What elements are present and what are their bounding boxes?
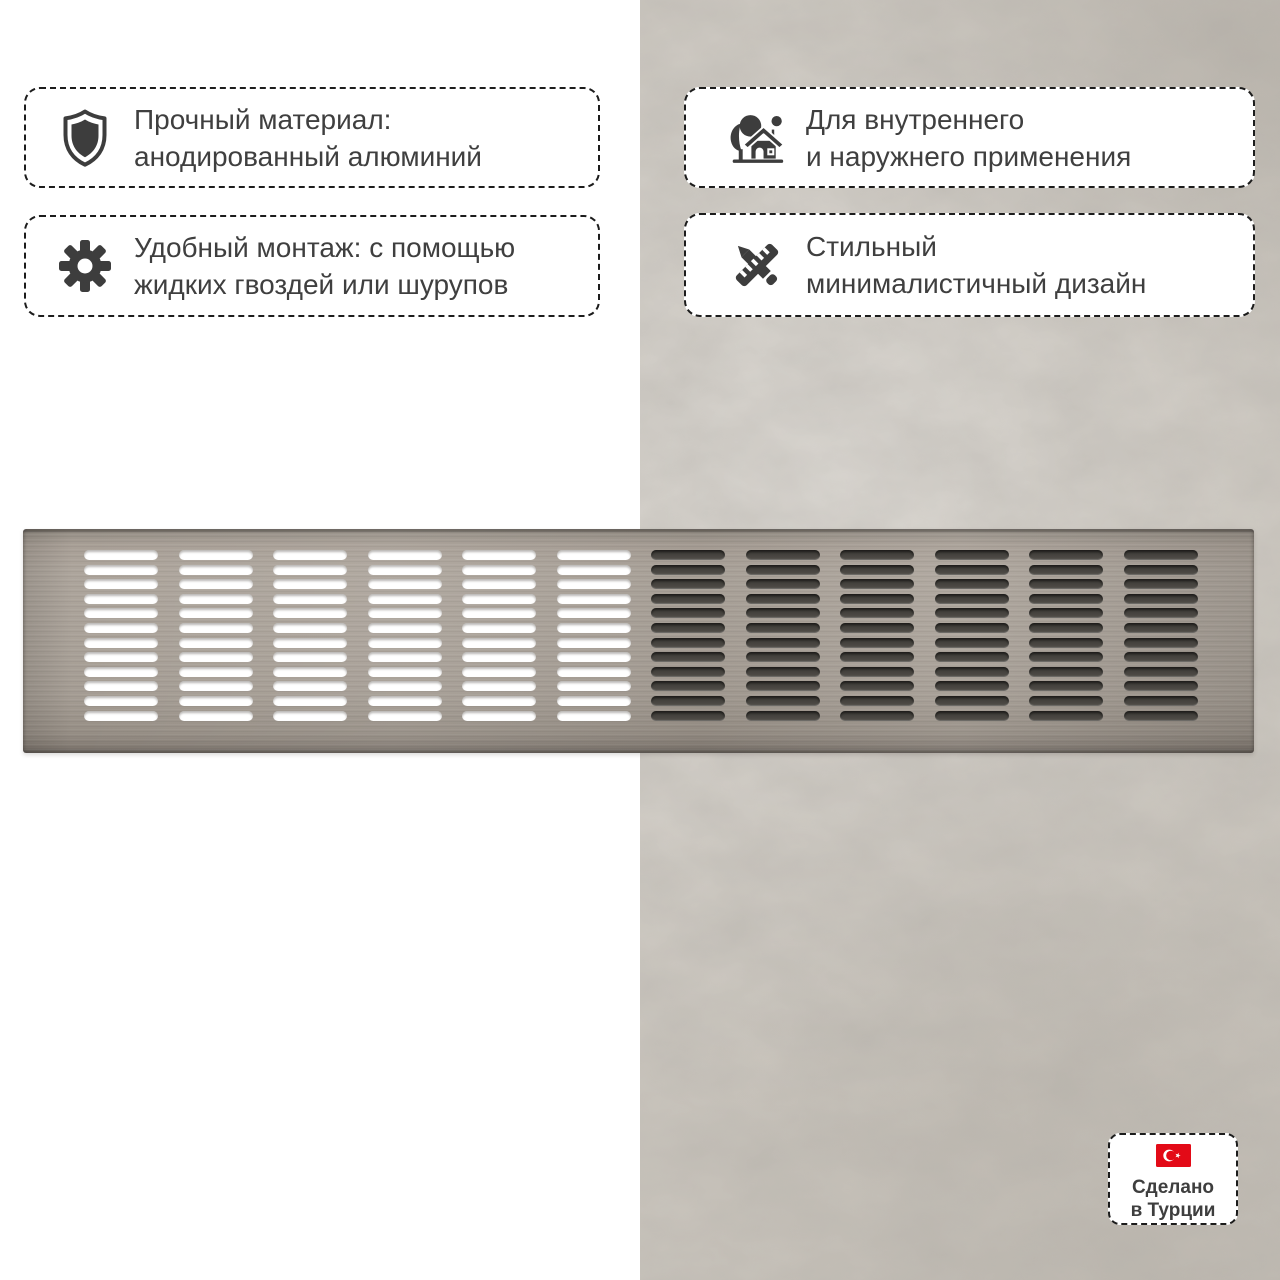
vent-slot <box>1124 565 1198 575</box>
vent-slot <box>368 681 442 691</box>
vent-slot <box>651 623 725 633</box>
vent-slot <box>84 681 158 691</box>
vent-slot <box>462 681 536 691</box>
vent-slot <box>840 696 914 706</box>
vent-slot <box>651 711 725 721</box>
vent-slot <box>935 638 1009 648</box>
vent-slot <box>462 696 536 706</box>
vent-slot <box>273 681 347 691</box>
vent-slot <box>557 594 631 604</box>
vent-slot <box>840 565 914 575</box>
vent-slot <box>1029 681 1103 691</box>
vent-slot <box>935 681 1009 691</box>
vent-slot <box>746 608 820 618</box>
vent-slot <box>557 550 631 560</box>
vent-slot <box>935 711 1009 721</box>
vent-slot <box>1029 638 1103 648</box>
vent-slot <box>462 711 536 721</box>
feature-line: минималистичный дизайн <box>806 268 1147 299</box>
vent-slot <box>746 594 820 604</box>
vent-slot <box>746 711 820 721</box>
feature-line: Стильный <box>806 231 937 262</box>
house-outdoor-icon <box>728 109 786 167</box>
vent-slot <box>84 711 158 721</box>
badge-text <box>1131 1176 1216 1222</box>
vent-slot <box>651 652 725 662</box>
vent-slot <box>746 681 820 691</box>
vent-slot <box>273 638 347 648</box>
vent-slot <box>462 594 536 604</box>
vent-slot <box>746 623 820 633</box>
vent-slot <box>368 711 442 721</box>
vent-slot <box>179 594 253 604</box>
shield-icon <box>56 109 114 167</box>
vent-slot <box>651 550 725 560</box>
vent-slot <box>840 667 914 677</box>
vent-slot <box>179 711 253 721</box>
vent-slot <box>1124 638 1198 648</box>
vent-slot <box>935 579 1009 589</box>
vent-slot <box>840 652 914 662</box>
vent-slot <box>273 550 347 560</box>
vent-slot <box>935 594 1009 604</box>
vent-slot <box>84 594 158 604</box>
vent-slot <box>462 652 536 662</box>
vent-slot <box>1029 565 1103 575</box>
vent-slot <box>179 638 253 648</box>
feature-line: анодированный алюминий <box>134 140 482 172</box>
vent-slot <box>557 667 631 677</box>
vent-slot <box>179 623 253 633</box>
vent-slot <box>557 623 631 633</box>
vent-slot <box>557 652 631 662</box>
turkey-flag-icon <box>1156 1144 1191 1172</box>
vent-slot <box>651 696 725 706</box>
vent-slot <box>84 696 158 706</box>
vent-slot <box>368 652 442 662</box>
feature-line: Прочный материал: <box>134 103 392 135</box>
feature-easy-mounting <box>24 215 600 317</box>
vent-slot <box>368 696 442 706</box>
vent-slot <box>462 667 536 677</box>
vent-slot <box>462 638 536 648</box>
vent-slot <box>179 565 253 575</box>
vent-slot <box>935 696 1009 706</box>
feature-text <box>806 101 1131 175</box>
vent-slot <box>273 667 347 677</box>
vent-slot <box>557 608 631 618</box>
vent-slot <box>1124 652 1198 662</box>
vent-slot <box>462 550 536 560</box>
vent-slot <box>1029 550 1103 560</box>
vent-slot <box>935 652 1009 662</box>
vent-slot <box>1124 579 1198 589</box>
vent-slot <box>462 623 536 633</box>
vent-slot <box>557 565 631 575</box>
feature-minimalist-design <box>684 213 1255 317</box>
vent-slot <box>84 550 158 560</box>
vent-slot <box>179 652 253 662</box>
vent-slot <box>746 579 820 589</box>
vent-slot <box>84 623 158 633</box>
vent-slot <box>1124 681 1198 691</box>
vent-slot <box>557 579 631 589</box>
vent-slot <box>746 550 820 560</box>
vent-slot <box>1124 550 1198 560</box>
vent-slot <box>273 711 347 721</box>
vent-slot <box>368 550 442 560</box>
vent-slot <box>179 608 253 618</box>
vent-slot <box>368 579 442 589</box>
vent-slot <box>179 550 253 560</box>
vent-slot <box>651 638 725 648</box>
vent-slot <box>1124 623 1198 633</box>
vent-slot <box>1029 696 1103 706</box>
vent-slot <box>1124 667 1198 677</box>
vent-slot <box>651 681 725 691</box>
feature-line: Для внутреннего <box>806 103 1025 135</box>
vent-slot <box>368 623 442 633</box>
vent-slot <box>84 608 158 618</box>
grille-slots <box>23 529 1254 753</box>
vent-slot <box>557 681 631 691</box>
feature-text <box>806 228 1146 302</box>
vent-slot <box>651 594 725 604</box>
vent-slot <box>179 681 253 691</box>
vent-slot <box>651 608 725 618</box>
vent-slot <box>368 565 442 575</box>
feature-indoor-outdoor <box>684 87 1255 188</box>
vent-slot <box>273 594 347 604</box>
vent-slot <box>935 667 1009 677</box>
vent-slot <box>84 652 158 662</box>
vent-slot <box>179 696 253 706</box>
badge-line: Сделано <box>1131 1177 1215 1198</box>
vent-slot <box>273 565 347 575</box>
vent-slot <box>651 565 725 575</box>
vent-slot <box>368 608 442 618</box>
vent-slot <box>840 638 914 648</box>
vent-slot <box>1029 652 1103 662</box>
vent-slot <box>84 667 158 677</box>
vent-slot <box>1029 667 1103 677</box>
vent-slot <box>273 696 347 706</box>
vent-slot <box>273 652 347 662</box>
gear-icon <box>56 239 114 293</box>
vent-slot <box>368 638 442 648</box>
vent-slot <box>462 579 536 589</box>
vent-slot <box>651 667 725 677</box>
vent-slot <box>1124 696 1198 706</box>
badge-line: в Турции <box>1130 1200 1216 1221</box>
made-in-turkey-badge <box>1108 1133 1238 1225</box>
feature-durable-material <box>24 87 600 188</box>
vent-slot <box>746 652 820 662</box>
vent-slot <box>746 638 820 648</box>
vent-slot <box>1029 594 1103 604</box>
vent-slot <box>273 579 347 589</box>
vent-slot <box>840 550 914 560</box>
vent-slot <box>840 579 914 589</box>
vent-slot <box>84 565 158 575</box>
feature-text <box>134 101 482 175</box>
vent-slot <box>1029 623 1103 633</box>
vent-slot <box>368 667 442 677</box>
vent-slot <box>462 565 536 575</box>
feature-text <box>134 229 515 303</box>
vent-slot <box>746 565 820 575</box>
vent-slot <box>840 594 914 604</box>
feature-line: жидких гвоздей или шурупов <box>134 269 509 300</box>
vent-slot <box>1124 711 1198 721</box>
vent-slot <box>1029 711 1103 721</box>
vent-slot <box>935 623 1009 633</box>
vent-slot <box>1029 579 1103 589</box>
vent-slot <box>935 565 1009 575</box>
vent-slot <box>557 696 631 706</box>
vent-slot <box>84 638 158 648</box>
vent-slot <box>273 623 347 633</box>
vent-slot <box>746 667 820 677</box>
vent-slot <box>1029 608 1103 618</box>
feature-line: Удобный монтаж: с помощью <box>134 232 516 263</box>
feature-line: и наружнего применения <box>806 140 1132 172</box>
vent-slot <box>651 579 725 589</box>
vent-slot <box>840 608 914 618</box>
vent-slot <box>840 711 914 721</box>
vent-slot <box>557 638 631 648</box>
vent-slot <box>368 594 442 604</box>
vent-slot <box>935 608 1009 618</box>
vent-slot <box>462 608 536 618</box>
ventilation-grille-image <box>23 529 1254 753</box>
vent-slot <box>746 696 820 706</box>
vent-slot <box>1124 594 1198 604</box>
vent-slot <box>273 608 347 618</box>
vent-slot <box>1124 608 1198 618</box>
pencil-ruler-icon <box>728 237 786 293</box>
vent-slot <box>179 667 253 677</box>
vent-slot <box>84 579 158 589</box>
vent-slot <box>840 623 914 633</box>
vent-slot <box>179 579 253 589</box>
vent-slot <box>935 550 1009 560</box>
vent-slot <box>557 711 631 721</box>
vent-slot <box>840 681 914 691</box>
